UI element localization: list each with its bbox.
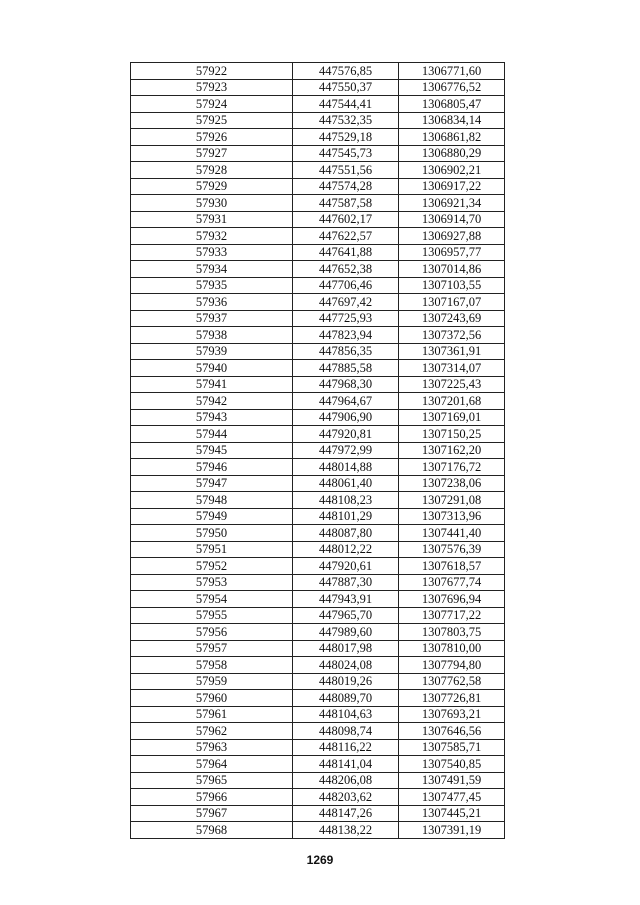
table-row	[131, 756, 505, 773]
y-coordinate-cell: 1307313,96	[399, 508, 505, 525]
table-row	[131, 310, 505, 327]
table-row	[131, 79, 505, 96]
point-number-cell: 57951	[131, 541, 293, 558]
x-coordinate-cell: 448012,22	[293, 541, 399, 558]
point-number-cell: 57945	[131, 442, 293, 459]
table-row	[131, 475, 505, 492]
x-coordinate-cell: 448061,40	[293, 475, 399, 492]
point-number-cell: 57963	[131, 739, 293, 756]
x-coordinate-cell: 447885,58	[293, 360, 399, 377]
table-row	[131, 96, 505, 113]
point-number-cell: 57966	[131, 789, 293, 806]
table-row	[131, 739, 505, 756]
y-coordinate-cell: 1307361,91	[399, 343, 505, 360]
point-number-cell: 57954	[131, 591, 293, 608]
x-coordinate-cell: 447551,56	[293, 162, 399, 179]
x-coordinate-cell: 448017,98	[293, 640, 399, 657]
y-coordinate-cell: 1307201,68	[399, 393, 505, 410]
table-row	[131, 525, 505, 542]
x-coordinate-cell: 448101,29	[293, 508, 399, 525]
y-coordinate-cell: 1307794,80	[399, 657, 505, 674]
x-coordinate-cell: 447964,67	[293, 393, 399, 410]
y-coordinate-cell: 1306771,60	[399, 63, 505, 80]
y-coordinate-cell: 1306957,77	[399, 244, 505, 261]
x-coordinate-cell: 448116,22	[293, 739, 399, 756]
x-coordinate-cell: 447965,70	[293, 607, 399, 624]
table-row	[131, 508, 505, 525]
table-row	[131, 376, 505, 393]
x-coordinate-cell: 447545,73	[293, 145, 399, 162]
y-coordinate-cell: 1306834,14	[399, 112, 505, 129]
point-number-cell: 57929	[131, 178, 293, 195]
table-row	[131, 558, 505, 575]
point-number-cell: 57940	[131, 360, 293, 377]
y-coordinate-cell: 1307225,43	[399, 376, 505, 393]
table-row	[131, 261, 505, 278]
y-coordinate-cell: 1307803,75	[399, 624, 505, 641]
point-number-cell: 57942	[131, 393, 293, 410]
point-number-cell: 57950	[131, 525, 293, 542]
point-number-cell: 57964	[131, 756, 293, 773]
table-row	[131, 690, 505, 707]
table-row	[131, 228, 505, 245]
point-number-cell: 57955	[131, 607, 293, 624]
y-coordinate-cell: 1307372,56	[399, 327, 505, 344]
y-coordinate-cell: 1306917,22	[399, 178, 505, 195]
point-number-cell: 57959	[131, 673, 293, 690]
point-number-cell: 57934	[131, 261, 293, 278]
table-row	[131, 393, 505, 410]
y-coordinate-cell: 1307693,21	[399, 706, 505, 723]
y-coordinate-cell: 1307162,20	[399, 442, 505, 459]
x-coordinate-cell: 447574,28	[293, 178, 399, 195]
table-row	[131, 607, 505, 624]
point-number-cell: 57926	[131, 129, 293, 146]
y-coordinate-cell: 1307014,86	[399, 261, 505, 278]
table-row	[131, 112, 505, 129]
x-coordinate-cell: 448108,23	[293, 492, 399, 509]
x-coordinate-cell: 447972,99	[293, 442, 399, 459]
table-row	[131, 178, 505, 195]
x-coordinate-cell: 447587,58	[293, 195, 399, 212]
x-coordinate-cell: 447725,93	[293, 310, 399, 327]
x-coordinate-cell: 447532,35	[293, 112, 399, 129]
x-coordinate-cell: 448089,70	[293, 690, 399, 707]
x-coordinate-cell: 448014,88	[293, 459, 399, 476]
y-coordinate-cell: 1306861,82	[399, 129, 505, 146]
table-row	[131, 409, 505, 426]
y-coordinate-cell: 1307167,07	[399, 294, 505, 311]
table-row	[131, 624, 505, 641]
table-row	[131, 195, 505, 212]
y-coordinate-cell: 1307441,40	[399, 525, 505, 542]
y-coordinate-cell: 1306921,34	[399, 195, 505, 212]
point-number-cell: 57949	[131, 508, 293, 525]
table-row	[131, 211, 505, 228]
point-number-cell: 57925	[131, 112, 293, 129]
y-coordinate-cell: 1307150,25	[399, 426, 505, 443]
table-row	[131, 492, 505, 509]
point-number-cell: 57962	[131, 723, 293, 740]
y-coordinate-cell: 1306805,47	[399, 96, 505, 113]
point-number-cell: 57938	[131, 327, 293, 344]
x-coordinate-cell: 447968,30	[293, 376, 399, 393]
coordinate-table-body	[131, 63, 505, 839]
point-number-cell: 57965	[131, 772, 293, 789]
y-coordinate-cell: 1306914,70	[399, 211, 505, 228]
point-number-cell: 57933	[131, 244, 293, 261]
point-number-cell: 57932	[131, 228, 293, 245]
x-coordinate-cell: 447622,57	[293, 228, 399, 245]
table-row	[131, 723, 505, 740]
point-number-cell: 57922	[131, 63, 293, 80]
point-number-cell: 57941	[131, 376, 293, 393]
y-coordinate-cell: 1307291,08	[399, 492, 505, 509]
table-row	[131, 673, 505, 690]
table-row	[131, 442, 505, 459]
point-number-cell: 57927	[131, 145, 293, 162]
point-number-cell: 57957	[131, 640, 293, 657]
point-number-cell: 57952	[131, 558, 293, 575]
x-coordinate-cell: 448203,62	[293, 789, 399, 806]
x-coordinate-cell: 448019,26	[293, 673, 399, 690]
y-coordinate-cell: 1307726,81	[399, 690, 505, 707]
x-coordinate-cell: 448138,22	[293, 822, 399, 839]
x-coordinate-cell: 448024,08	[293, 657, 399, 674]
x-coordinate-cell: 447823,94	[293, 327, 399, 344]
table-row	[131, 129, 505, 146]
x-coordinate-cell: 447989,60	[293, 624, 399, 641]
point-number-cell: 57931	[131, 211, 293, 228]
y-coordinate-cell: 1307314,07	[399, 360, 505, 377]
point-number-cell: 57939	[131, 343, 293, 360]
point-number-cell: 57961	[131, 706, 293, 723]
table-row	[131, 343, 505, 360]
point-number-cell: 57953	[131, 574, 293, 591]
y-coordinate-cell: 1307618,57	[399, 558, 505, 575]
point-number-cell: 57928	[131, 162, 293, 179]
y-coordinate-cell: 1307540,85	[399, 756, 505, 773]
x-coordinate-cell: 447544,41	[293, 96, 399, 113]
table-row	[131, 574, 505, 591]
point-number-cell: 57967	[131, 805, 293, 822]
table-row	[131, 541, 505, 558]
y-coordinate-cell: 1307176,72	[399, 459, 505, 476]
x-coordinate-cell: 448087,80	[293, 525, 399, 542]
y-coordinate-cell: 1307717,22	[399, 607, 505, 624]
table-row	[131, 657, 505, 674]
point-number-cell: 57944	[131, 426, 293, 443]
table-row	[131, 640, 505, 657]
point-number-cell: 57936	[131, 294, 293, 311]
y-coordinate-cell: 1307391,19	[399, 822, 505, 839]
x-coordinate-cell: 447887,30	[293, 574, 399, 591]
table-row	[131, 327, 505, 344]
table-row	[131, 360, 505, 377]
point-number-cell: 57935	[131, 277, 293, 294]
table-row	[131, 145, 505, 162]
page-number: 1269	[306, 853, 334, 867]
point-number-cell: 57958	[131, 657, 293, 674]
point-number-cell: 57948	[131, 492, 293, 509]
table-row	[131, 294, 505, 311]
x-coordinate-cell: 447529,18	[293, 129, 399, 146]
x-coordinate-cell: 447641,88	[293, 244, 399, 261]
x-coordinate-cell: 448206,08	[293, 772, 399, 789]
point-number-cell: 57946	[131, 459, 293, 476]
x-coordinate-cell: 447576,85	[293, 63, 399, 80]
table-row	[131, 459, 505, 476]
y-coordinate-cell: 1306902,21	[399, 162, 505, 179]
table-row	[131, 591, 505, 608]
point-number-cell: 57943	[131, 409, 293, 426]
point-number-cell: 57930	[131, 195, 293, 212]
x-coordinate-cell: 448098,74	[293, 723, 399, 740]
y-coordinate-cell: 1307762,58	[399, 673, 505, 690]
y-coordinate-cell: 1307585,71	[399, 739, 505, 756]
x-coordinate-cell: 447920,81	[293, 426, 399, 443]
table-row	[131, 244, 505, 261]
y-coordinate-cell: 1307677,74	[399, 574, 505, 591]
x-coordinate-cell: 447856,35	[293, 343, 399, 360]
y-coordinate-cell: 1306776,52	[399, 79, 505, 96]
x-coordinate-cell: 447920,61	[293, 558, 399, 575]
point-number-cell: 57956	[131, 624, 293, 641]
y-coordinate-cell: 1307646,56	[399, 723, 505, 740]
table-row	[131, 426, 505, 443]
point-number-cell: 57960	[131, 690, 293, 707]
point-number-cell: 57924	[131, 96, 293, 113]
table-row	[131, 805, 505, 822]
x-coordinate-cell: 448104,63	[293, 706, 399, 723]
x-coordinate-cell: 447943,91	[293, 591, 399, 608]
x-coordinate-cell: 447706,46	[293, 277, 399, 294]
y-coordinate-cell: 1307169,01	[399, 409, 505, 426]
y-coordinate-cell: 1306927,88	[399, 228, 505, 245]
point-number-cell: 57937	[131, 310, 293, 327]
x-coordinate-cell: 447602,17	[293, 211, 399, 228]
table-row	[131, 822, 505, 839]
point-number-cell: 57947	[131, 475, 293, 492]
table-row	[131, 789, 505, 806]
y-coordinate-cell: 1307103,55	[399, 277, 505, 294]
y-coordinate-cell: 1307696,94	[399, 591, 505, 608]
point-number-cell: 57968	[131, 822, 293, 839]
table-row	[131, 772, 505, 789]
table-row	[131, 706, 505, 723]
y-coordinate-cell: 1307445,21	[399, 805, 505, 822]
table-row	[131, 63, 505, 80]
coordinate-table	[130, 62, 505, 839]
point-number-cell: 57923	[131, 79, 293, 96]
x-coordinate-cell: 448147,26	[293, 805, 399, 822]
y-coordinate-cell: 1307477,45	[399, 789, 505, 806]
y-coordinate-cell: 1307238,06	[399, 475, 505, 492]
y-coordinate-cell: 1307491,59	[399, 772, 505, 789]
y-coordinate-cell: 1307810,00	[399, 640, 505, 657]
x-coordinate-cell: 447906,90	[293, 409, 399, 426]
x-coordinate-cell: 447697,42	[293, 294, 399, 311]
y-coordinate-cell: 1306880,29	[399, 145, 505, 162]
table-row	[131, 277, 505, 294]
y-coordinate-cell: 1307576,39	[399, 541, 505, 558]
x-coordinate-cell: 447550,37	[293, 79, 399, 96]
x-coordinate-cell: 448141,04	[293, 756, 399, 773]
x-coordinate-cell: 447652,38	[293, 261, 399, 278]
y-coordinate-cell: 1307243,69	[399, 310, 505, 327]
table-row	[131, 162, 505, 179]
